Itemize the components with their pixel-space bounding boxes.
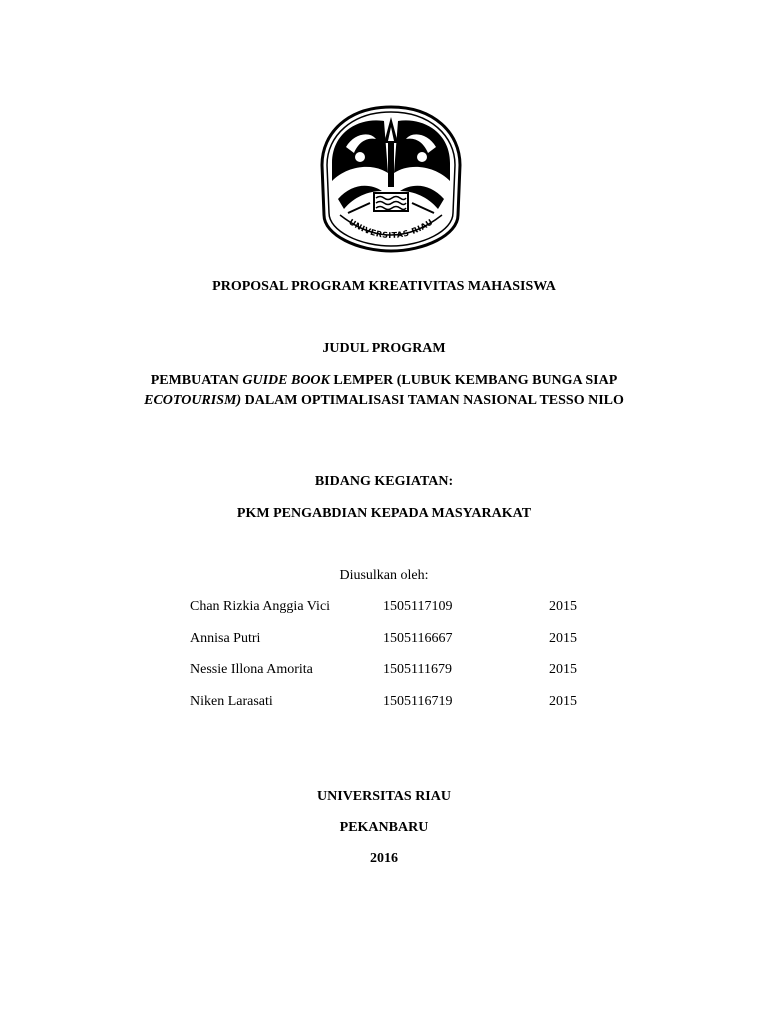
proposer-name: Annisa Putri [190,630,261,646]
proposer-nim: 1505117109 [383,599,453,614]
proposer-name: Chan Rizkia Anggia Vici [190,599,331,614]
proposer-row [190,692,610,724]
proposer-name: Niken Larasati [190,693,273,709]
proposers-heading: Diusulkan oleh: [339,568,429,583]
field-value: PKM PENGABDIAN KEPADA MASYARAKAT [236,506,532,521]
university-name: UNIVERSITAS RIAU [317,789,451,804]
document-year: 2016 [370,851,398,866]
city-name: PEKANBARU [339,820,429,835]
proposer-year: 2015 [549,693,577,709]
svg-text:UNIVERSITAS RIAU: UNIVERSITAS RIAU [347,217,435,241]
proposer-nim: 1505111679 [383,662,452,677]
proposer-name: Nessie Illona Amorita [190,662,313,677]
proposer-nim: 1505116719 [383,693,453,709]
proposer-row [190,629,610,661]
field-heading: BIDANG KEGIATAN: [314,474,454,489]
proposal-title: PROPOSAL PROGRAM KREATIVITAS MAHASISWA [212,279,556,294]
proposer-year: 2015 [549,662,577,677]
universitas-riau-logo [318,103,464,253]
proposer-row [190,660,610,692]
proposer-year: 2015 [549,630,577,646]
proposer-year: 2015 [549,599,577,614]
program-title: PEMBUATAN GUIDE BOOK LEMPER (LUBUK KEMBANG BUNGA SIAP ECOTOURISM) DALAM OPTIMALISASI TAMAN NASIONAL TESSO NILO [144,373,624,408]
program-heading: JUDUL PROGRAM [322,341,446,356]
proposer-nim: 1505116667 [383,630,453,646]
proposer-row [190,597,610,629]
proposer-list [190,597,610,723]
